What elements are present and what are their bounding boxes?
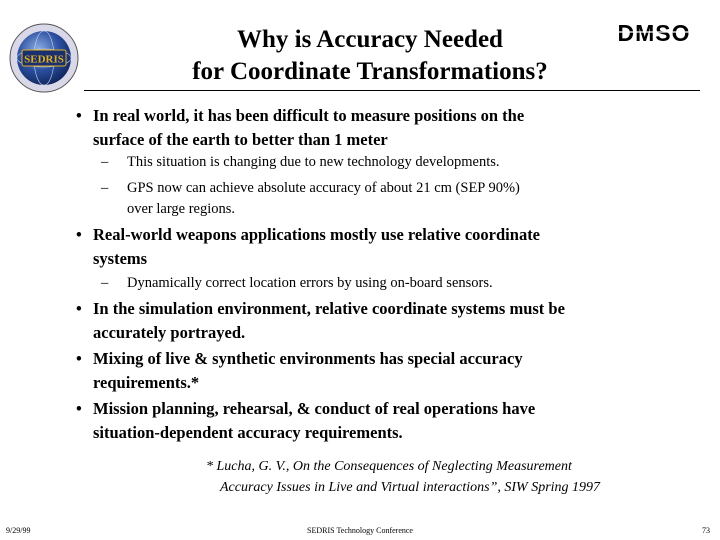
bullet-5-line-2: situation-dependent accuracy requirements. [93,423,403,442]
bullet-1-line-1: In real world, it has been difficult to measure positions on the [93,106,525,125]
slide-title [120,24,620,88]
footer-conference: SEDRIS Technology Conference [307,526,413,535]
bullet-2-line-2: systems [93,249,148,268]
sub-bullet-3-text: Dynamically correct location errors by using on-board sensors. [127,275,493,291]
dmso-logo-text: DMSO [617,20,691,46]
title-line-2: for Coordinate Transformations? [192,58,548,85]
sub-bullet-1-text: This situation is changing due to new technology developments. [127,154,500,170]
reference-line-2: Accuracy Issues in Live and Virtual interactions”, SIW Spring 1997 [220,480,601,495]
bullet-3-line-2: accurately portrayed. [93,323,246,342]
sub-bullet-dash: – [101,275,109,291]
sub-bullet-dash: – [101,180,109,196]
reference-note [206,456,686,498]
sub-bullet-2-line-1: GPS now can achieve absolute accuracy of about 21 cm (SEP 90%) [127,180,520,196]
bullet-3-line-1: In the simulation environment, relative coordinate systems must be [93,299,565,318]
reference-line-1: * Lucha, G. V., On the Consequences of Neglecting Measurement [206,459,572,474]
sedris-logo-text: SEDRIS [24,53,64,66]
bullet-dot: • [76,349,82,368]
bullet-dot: • [76,299,82,318]
bullet-4-line-2: requirements.* [93,373,200,392]
sedris-globe-logo [8,22,80,94]
title-divider [84,90,700,91]
bullet-dot: • [76,225,82,244]
bullet-2-line-1: Real-world weapons applications mostly use relative coordinate [93,225,541,244]
footer-date: 9/29/99 [6,526,31,535]
footer-page-number: 73 [702,526,710,535]
bullet-dot: • [76,106,82,125]
sub-bullet-dash: – [101,154,109,170]
bullet-1-line-2: surface of the earth to better than 1 meter [93,130,388,149]
sub-bullet-2-line-2: over large regions. [127,201,236,217]
bullet-dot: • [76,399,82,418]
title-line-1: Why is Accuracy Needed [237,26,503,53]
bullet-4-line-1: Mixing of live & synthetic environments has special accuracy [93,349,523,368]
bullet-5-line-1: Mission planning, rehearsal, & conduct of real operations have [93,399,536,418]
